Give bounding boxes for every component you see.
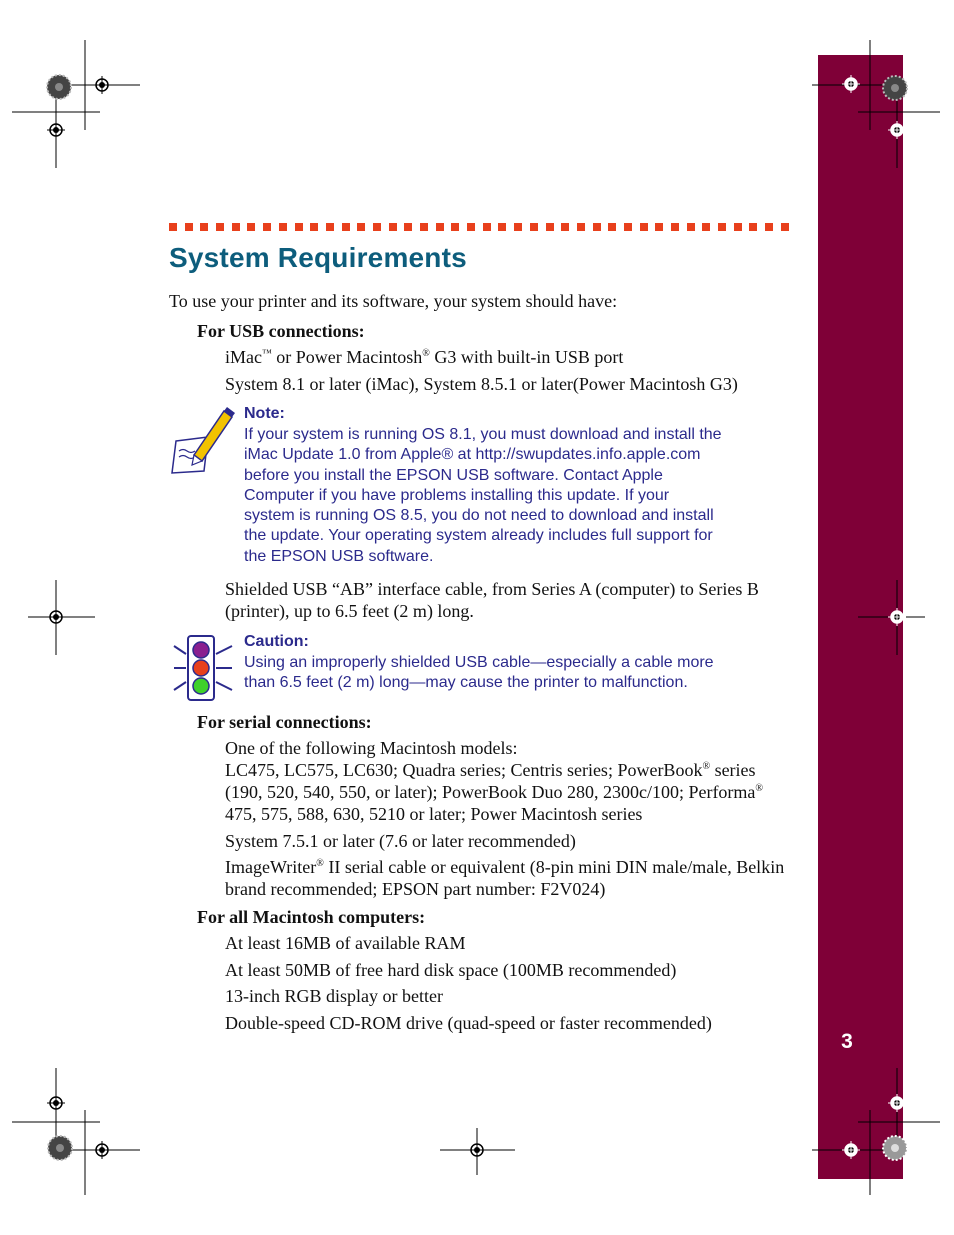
all-mac-heading: For all Macintosh computers: (197, 907, 426, 927)
page-number: 3 (841, 1030, 853, 1053)
intro-text: To use your printer and its software, your system should have: (169, 291, 618, 311)
serial-cable: ImageWriter® II serial cable or equivalent (8-pin mini DIN male/male, Belkin brand recommended; EPSON part number: F2V024) (225, 857, 785, 899)
caution-title: Caution: (244, 633, 309, 650)
page-title: System Requirements (169, 242, 467, 273)
serial-system: System 7.5.1 or later (7.6 or later recommended) (225, 831, 576, 851)
note-text: If your system is running OS 8.1, you must download and install the iMac Update 1.0 from Apple® at http://swupdates.info.apple.com before you install the EPSON USB software. Contact Apple Computer if you have problems installing this update. If your system is running OS 8.5, you do not need to download and install the update. Your operating system already includes full support for the EPSON USB software. (244, 426, 722, 565)
note-title: Note: (244, 405, 285, 422)
traffic-light-caution-icon (172, 632, 234, 704)
usb-item-system: System 8.1 or later (iMac), System 8.5.1 or later(Power Macintosh G3) (225, 374, 738, 394)
usb-item-cable: Shielded USB “AB” interface cable, from Series A (computer) to Series B (printer), up to 6.5 feet (2 m) long. (225, 579, 759, 621)
caution-text: Using an improperly shielded USB cable—especially a cable more than 6.5 feet (2 m) long—may cause the printer to malfunction. (244, 654, 714, 692)
usb-heading: For USB connections: (197, 321, 365, 341)
section-divider (169, 223, 789, 232)
usb-item-imac: iMac™ or Power Macintosh® G3 with built-in USB port (225, 347, 624, 367)
all-mac-item: At least 50MB of free hard disk space (100MB recommended) (225, 960, 677, 980)
serial-heading: For serial connections: (197, 712, 372, 732)
all-mac-item: Double-speed CD-ROM drive (quad-speed or faster recommended) (225, 1013, 712, 1033)
all-mac-item: At least 16MB of available RAM (225, 933, 466, 953)
all-mac-item: 13-inch RGB display or better (225, 986, 443, 1006)
serial-models: One of the following Macintosh models: LC475, LC575, LC630; Quadra series; Centris series; PowerBook® series (190, 520, 540, 550, or later); PowerBook Duo 280, 2300c/100; Performa® 475, 575, 588, 630, 5210 or later; Power Macintosh series (225, 738, 764, 824)
pencil-note-icon (170, 405, 236, 477)
